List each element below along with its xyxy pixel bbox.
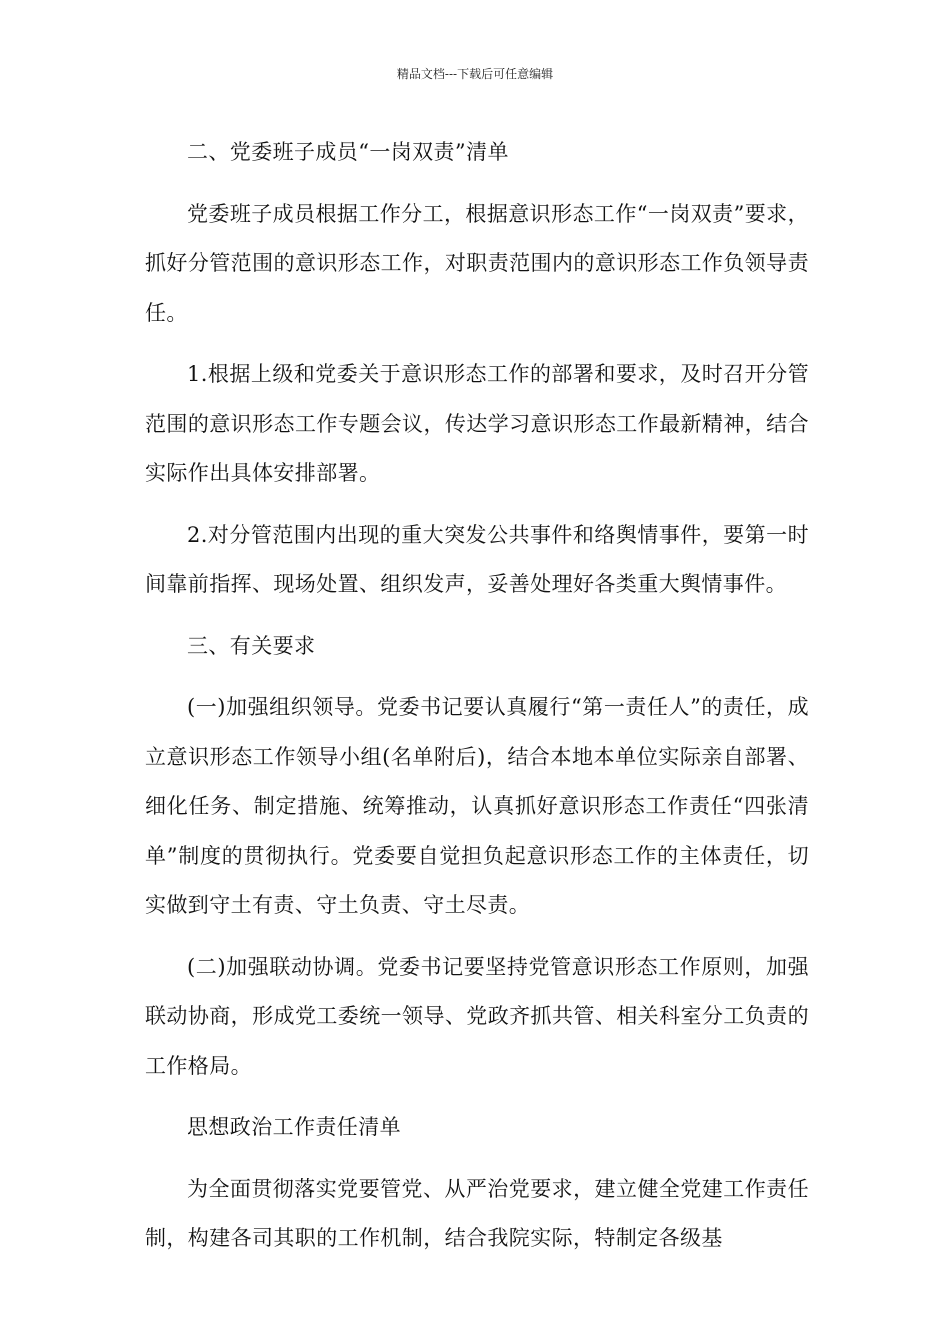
section-heading-2: 二、党委班子成员“一岗双责”清单	[187, 140, 509, 164]
paragraph: (二)加强联动协调。党委书记要坚持党管意识形态工作原则，加强联动协商，形成党工委统一领导、党政齐抓共管、相关科室分工负责的工作格局。	[145, 954, 809, 1078]
page-header: 精品文档---下载后可任意编辑	[396, 67, 554, 81]
document-body	[145, 128, 809, 1276]
paragraph: 为全面贯彻落实党要管党、从严治党要求，建立健全党建工作责任制，构建各司其职的工作机制，结合我院实际，特制定各级基	[145, 1176, 809, 1250]
list-item: 2.对分管范围内出现的重大突发公共事件和络舆情事件，要第一时间靠前指挥、现场处置、组织发声，妥善处理好各类重大舆情事件。	[145, 522, 809, 596]
paragraph: (一)加强组织领导。党委书记要认真履行“第一责任人”的责任，成立意识形态工作领导小组(名单附后)，结合本地本单位实际亲自部署、细化任务、制定措施、统筹推动，认真抓好意识形态工作责任“四张清单”制度的贯彻执行。党委要自觉担负起意识形态工作的主体责任，切实做到守土有责、守土负责、守土尽责。	[145, 695, 809, 917]
paragraph: 党委班子成员根据工作分工，根据意识形态工作“一岗双责”要求，抓好分管范围的意识形态工作，对职责范围内的意识形态工作负领导责任。	[145, 201, 809, 325]
subsection-title: 思想政治工作责任清单	[187, 1115, 401, 1139]
section-heading-3: 三、有关要求	[187, 633, 316, 658]
list-item: 1.根据上级和党委关于意识形态工作的部署和要求，及时召开分管范围的意识形态工作专题会议，传达学习意识形态工作最新精神，结合实际作出具体安排部署。	[145, 362, 809, 485]
